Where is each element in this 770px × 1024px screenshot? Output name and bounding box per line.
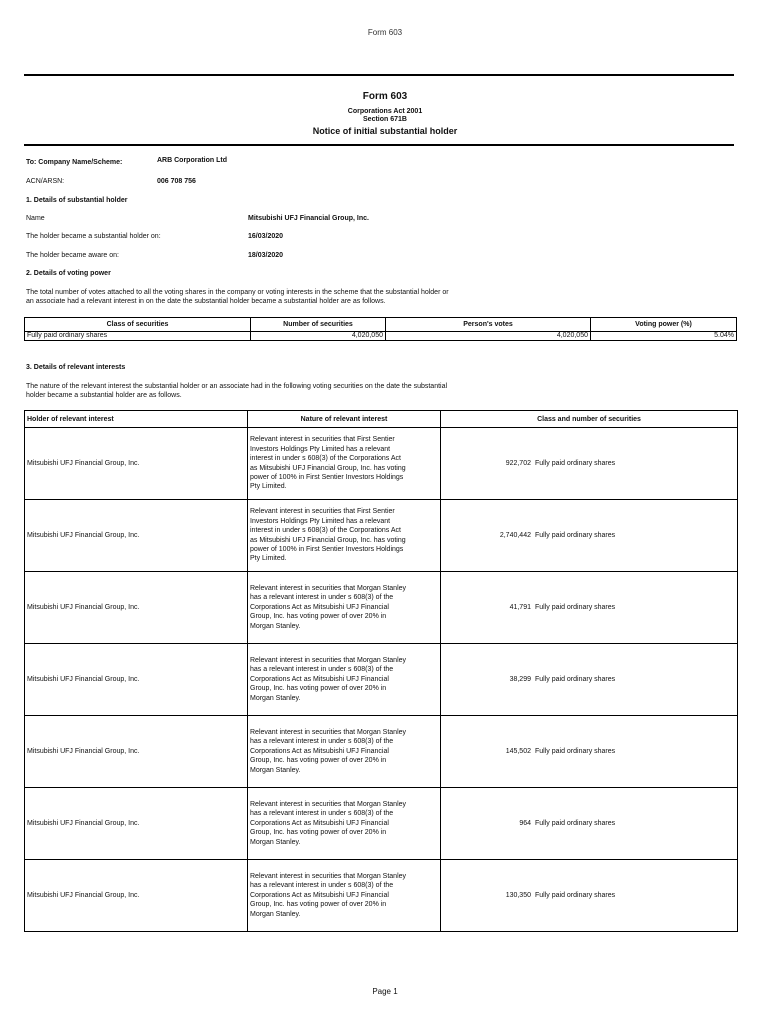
nature-line: Corporations Act as Mitsubishi UFJ Financial (250, 891, 389, 899)
nature-line: Morgan Stanley. (250, 766, 301, 774)
securities-number: 145,502 (505, 747, 531, 755)
voting-table-row (25, 332, 737, 341)
class-number-cell (441, 788, 738, 860)
section3-desc-line1: The nature of the relevant interest the substantial holder or an associate had in the following voting securities on the date the substantial (26, 383, 448, 390)
number-cell: 4,020,050 (251, 332, 386, 341)
to-label: To: Company Name/Scheme: (26, 159, 123, 166)
securities-class: Fully paid ordinary shares (535, 675, 616, 683)
nature-line: Group, Inc. has voting power of over 20% in (250, 829, 387, 837)
nature-line: has a relevant interest in under s 608(3) of the (250, 666, 394, 674)
securities-number: 2,740,442 (499, 531, 531, 539)
interest-row (25, 644, 738, 716)
holder-cell: Mitsubishi UFJ Financial Group, Inc. (25, 644, 248, 716)
section3-heading: 3. Details of relevant interests (26, 364, 126, 371)
section1-heading: 1. Details of substantial holder (26, 197, 128, 204)
interest-row (25, 428, 738, 500)
nature-line: Corporations Act as Mitsubishi UFJ Financial (250, 675, 389, 683)
form-title: Form 603 (362, 91, 408, 102)
col-power: Voting power (%) (591, 318, 737, 332)
act-name: Corporations Act 2001 (347, 108, 423, 115)
securities-class: Fully paid ordinary shares (535, 819, 616, 827)
securities-number: 964 (519, 819, 531, 827)
col-holder: Holder of relevant interest (25, 411, 248, 428)
securities-class: Fully paid ordinary shares (535, 891, 616, 899)
page-footer: Page 1 (372, 987, 398, 996)
holder-cell: Mitsubishi UFJ Financial Group, Inc. (25, 500, 248, 572)
class-cell: Fully paid ordinary shares (25, 332, 251, 341)
mid-rule (24, 144, 734, 146)
nature-cell (248, 788, 441, 860)
securities-number: 41,791 (509, 603, 531, 611)
nature-line: as Mitsubishi UFJ Financial Group, Inc. has voting (250, 464, 406, 472)
nature-line: interest in under s 608(3) of the Corporations Act (250, 527, 401, 535)
nature-line: Relevant interest in securities that Morgan Stanley (250, 872, 407, 880)
col-class: Class of securities (25, 318, 251, 332)
holder-cell: Mitsubishi UFJ Financial Group, Inc. (25, 860, 248, 932)
nature-line: Morgan Stanley. (250, 838, 301, 846)
nature-line: Corporations Act as Mitsubishi UFJ Financial (250, 603, 389, 611)
company-name: ARB Corporation Ltd (157, 157, 227, 164)
power-cell: 5.04% (591, 332, 737, 341)
nature-line: Group, Inc. has voting power of over 20% in (250, 685, 387, 693)
interest-row (25, 860, 738, 932)
aware-label: The holder became aware on: (26, 252, 119, 259)
page-header: Form 603 (367, 28, 403, 37)
section2-heading: 2. Details of voting power (26, 270, 111, 277)
nature-line: Morgan Stanley. (250, 622, 301, 630)
nature-line: has a relevant interest in under s 608(3) of the (250, 882, 394, 890)
holder-cell: Mitsubishi UFJ Financial Group, Inc. (25, 716, 248, 788)
nature-line: power of 100% in First Sentier Investors Holdings (250, 545, 404, 553)
interest-row (25, 572, 738, 644)
interests-table-header (25, 411, 738, 428)
securities-number: 130,350 (505, 891, 531, 899)
voting-power-table (24, 317, 737, 341)
nature-line: has a relevant interest in under s 608(3) of the (250, 594, 394, 602)
class-number-cell (441, 644, 738, 716)
securities-number: 38,299 (509, 675, 531, 683)
nature-cell (248, 716, 441, 788)
col-nature: Nature of relevant interest (248, 411, 441, 428)
section2-desc-line1: The total number of votes attached to all the voting shares in the company or voting interests in the scheme that the substantial holder or (26, 289, 449, 296)
nature-line: Relevant interest in securities that Morgan Stanley (250, 728, 407, 736)
nature-line: Relevant interest in securities that First Sentier (250, 508, 395, 516)
section2-desc-line2: an associate had a relevant interest in on the date the substantial holder became a substantial holder are as follows. (26, 298, 386, 305)
class-number-cell (441, 572, 738, 644)
class-number-cell (441, 428, 738, 500)
nature-line: Relevant interest in securities that Morgan Stanley (250, 656, 407, 664)
nature-line: Group, Inc. has voting power of over 20% in (250, 613, 387, 621)
nature-line: Investors Holdings Pty Limited has a relevant (250, 445, 391, 453)
class-number-cell (441, 716, 738, 788)
nature-line: Relevant interest in securities that Morgan Stanley (250, 584, 407, 592)
nature-line: Pty Limited. (250, 483, 287, 491)
nature-line: has a relevant interest in under s 608(3) of the (250, 810, 394, 818)
acn-value: 006 708 756 (157, 178, 196, 185)
nature-cell (248, 644, 441, 716)
securities-class: Fully paid ordinary shares (535, 531, 616, 539)
holder-name: Mitsubishi UFJ Financial Group, Inc. (248, 215, 369, 222)
class-number-cell (441, 860, 738, 932)
became-label: The holder became a substantial holder on: (26, 233, 161, 240)
voting-table-header (25, 318, 737, 332)
nature-line: Morgan Stanley. (250, 910, 301, 918)
nature-line: as Mitsubishi UFJ Financial Group, Inc. has voting (250, 536, 406, 544)
nature-line: Corporations Act as Mitsubishi UFJ Financial (250, 819, 389, 827)
holder-cell: Mitsubishi UFJ Financial Group, Inc. (25, 572, 248, 644)
nature-line: interest in under s 608(3) of the Corporations Act (250, 455, 401, 463)
nature-line: has a relevant interest in under s 608(3) of the (250, 738, 394, 746)
col-class-number: Class and number of securities (441, 411, 738, 428)
nature-line: power of 100% in First Sentier Investors Holdings (250, 473, 404, 481)
interest-row (25, 788, 738, 860)
nature-line: Morgan Stanley. (250, 694, 301, 702)
securities-number: 922,702 (505, 459, 531, 467)
interest-row (25, 500, 738, 572)
interests-table-body (25, 428, 738, 932)
nature-line: Pty Limited. (250, 555, 287, 563)
top-rule (24, 74, 734, 76)
section-ref: Section 671B (363, 116, 407, 123)
acn-label: ACN/ARSN: (26, 178, 65, 185)
nature-cell (248, 500, 441, 572)
relevant-interests-table (24, 410, 738, 932)
nature-line: Investors Holdings Pty Limited has a relevant (250, 517, 391, 525)
class-number-cell (441, 500, 738, 572)
nature-line: Relevant interest in securities that First Sentier (250, 436, 395, 444)
aware-date: 18/03/2020 (248, 252, 284, 259)
nature-line: Relevant interest in securities that Morgan Stanley (250, 800, 407, 808)
name-label: Name (26, 215, 45, 222)
nature-line: Corporations Act as Mitsubishi UFJ Financial (250, 747, 389, 755)
holder-cell: Mitsubishi UFJ Financial Group, Inc. (25, 428, 248, 500)
securities-class: Fully paid ordinary shares (535, 603, 616, 611)
nature-cell (248, 428, 441, 500)
holder-cell: Mitsubishi UFJ Financial Group, Inc. (25, 788, 248, 860)
securities-class: Fully paid ordinary shares (535, 747, 616, 755)
nature-line: Group, Inc. has voting power of over 20% in (250, 757, 387, 765)
section3-desc-line2: holder became a substantial holder are as follows. (26, 392, 182, 399)
securities-class: Fully paid ordinary shares (535, 459, 616, 467)
became-date: 16/03/2020 (248, 233, 284, 240)
col-number: Number of securities (251, 318, 386, 332)
nature-line: Group, Inc. has voting power of over 20% in (250, 901, 387, 909)
notice-title: Notice of initial substantial holder (312, 126, 458, 136)
votes-cell: 4,020,050 (386, 332, 591, 341)
interest-row (25, 716, 738, 788)
nature-cell (248, 572, 441, 644)
nature-cell (248, 860, 441, 932)
col-votes: Person's votes (386, 318, 591, 332)
